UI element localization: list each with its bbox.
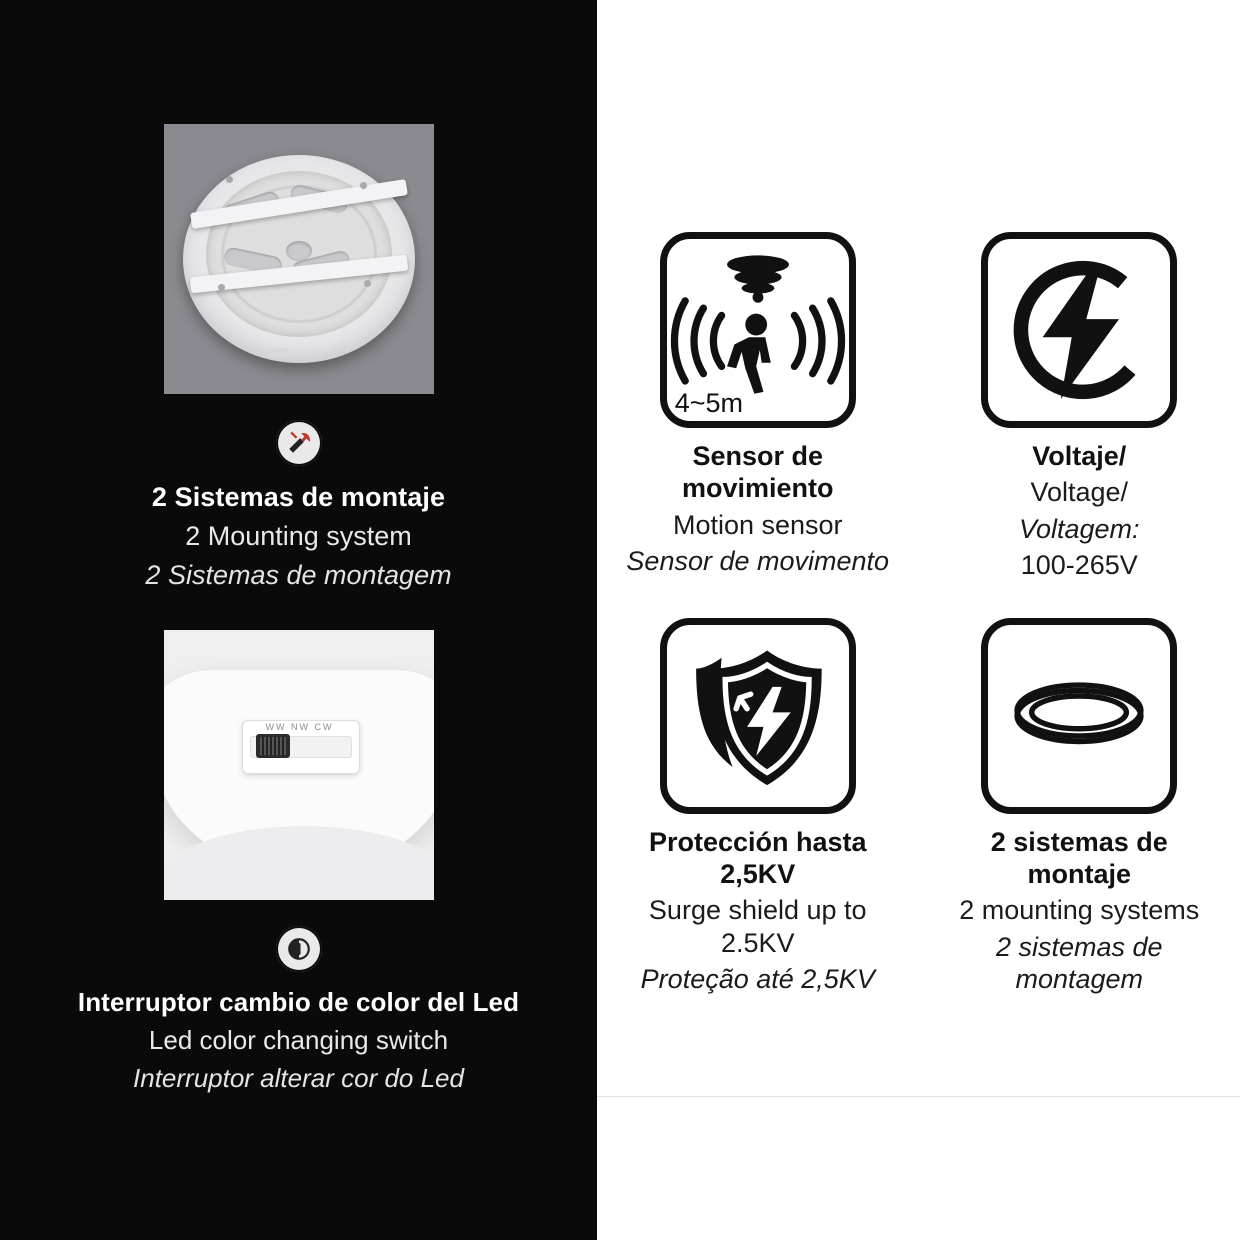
feature-cell-surge-shield [597,582,919,996]
caption-motion-sensor [618,440,898,578]
round-panel-light-icon [981,618,1177,814]
caption-voltage [939,440,1219,582]
feature-block-mounting [0,124,597,592]
feature-icon-grid [597,196,1240,996]
plate-screw [218,284,225,291]
caption-en: 2 Mounting system [185,521,412,552]
plate-screw [226,176,233,183]
switch-marks: WW NW CW [265,722,334,732]
feature-cell-motion-sensor [597,196,919,582]
caption-pt: Proteção até 2,5KV [640,964,875,995]
feature-cell-voltage [919,196,1240,582]
plate-tab [268,348,288,357]
caption-en: 2 mounting systems [959,895,1200,926]
led-color-switch-closeup-photo [164,630,434,900]
caption-mounting-systems [939,826,1219,996]
left-dark-panel [0,96,597,1240]
caption-es: Voltaje/ [1032,441,1127,471]
plate-screw [364,280,371,287]
top-black-strip [0,0,597,96]
caption-es: Sensor de movimiento [681,441,834,504]
divider [597,1096,1240,1097]
caption-en: Surge shield up to 2.5KV [648,895,867,958]
tools-icon [276,420,322,466]
caption-mounting [19,480,579,592]
caption-es: Interruptor cambio de color del Led [77,987,520,1017]
caption-pt: Sensor de movimento [626,546,890,577]
caption-en: Motion sensor [672,509,843,540]
voltage-value: 100-265V [1020,550,1138,581]
surge-shield-icon [660,618,856,814]
caption-surge-shield [618,826,898,996]
caption-pt: Voltagem: [1018,513,1140,544]
lightning-bolt-circle-icon [981,232,1177,428]
switch-icon [276,926,322,972]
plate-screw [360,182,367,189]
feature-block-switch [0,630,597,1094]
motion-sensor-icon [660,232,856,428]
caption-en: Led color changing switch [148,1024,449,1055]
switch-knob[interactable] [256,734,290,758]
sensor-range-label: 4~5m [674,388,744,418]
feature-cell-mounting-systems [919,582,1240,996]
plate-center-hole [286,241,312,261]
caption-pt: 2 Sistemas de montagem [145,560,452,591]
right-light-panel [597,0,1240,1240]
caption-es: Protección hasta 2,5KV [648,826,867,889]
caption-es: 2 Sistemas de montaje [151,482,446,512]
caption-en: Voltage/ [1030,477,1129,508]
caption-switch [19,986,579,1094]
caption-es: 2 sistemas de montaje [990,826,1168,889]
caption-pt: 2 sistemas de montagem [995,931,1163,995]
caption-pt: Interruptor alterar cor do Led [133,1062,464,1093]
ceiling-light-mounting-plate-photo [164,124,434,394]
